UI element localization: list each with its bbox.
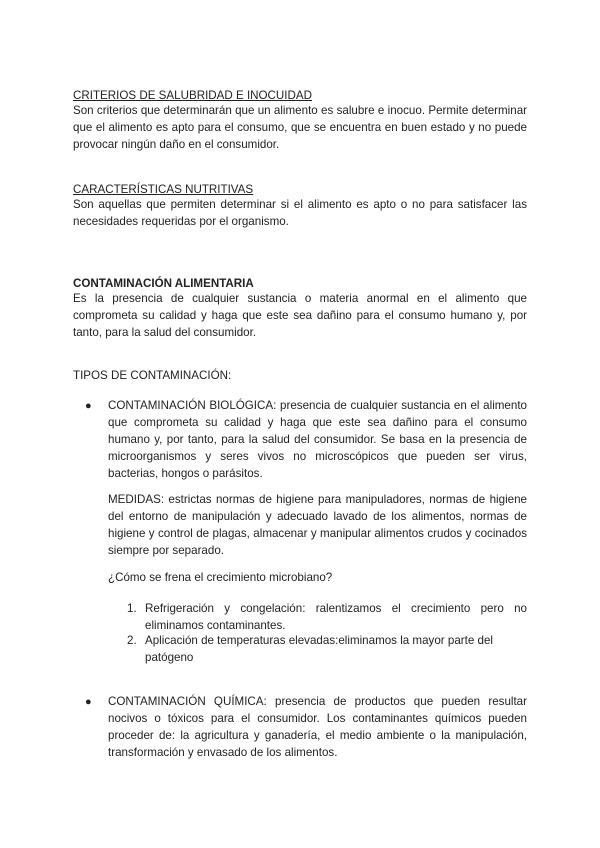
list-item-number: 1.	[127, 602, 137, 615]
question-crecimiento: ¿Cómo se frena el crecimiento microbiano?	[108, 571, 333, 584]
list-item: Refrigeración y congelación: ralentizamos el crecimiento pero no eliminamos contaminantes.	[145, 602, 527, 632]
bullet-icon: ●	[85, 696, 92, 708]
paragraph-contaminacion: Es la presencia de cualquier sustancia o materia anormal en el alimento que comprometa su calidad y haga que este sea dañino para el consumo humano y, por tanto, para la salud del consumidor.	[73, 292, 527, 339]
heading-nutritivas: CARACTERÍSTICAS NUTRITIVAS	[73, 183, 254, 196]
heading-contaminacion: CONTAMINACIÓN ALIMENTARIA	[73, 277, 254, 290]
bullet-icon: ●	[85, 400, 92, 412]
heading-tipos: TIPOS DE CONTAMINACIÓN:	[73, 369, 232, 382]
heading-salubridad: CRITERIOS DE SALUBRIDAD E INOCUIDAD	[73, 89, 312, 102]
paragraph-salubridad: Son criterios que determinarán que un alimento es salubre e inocuo. Permite determinar que el alimento es apto para el consumo, que se encuentra en buen estado y no puede provocar ningún daño en el consumidor.	[73, 104, 527, 151]
list-item: Aplicación de temperaturas elevadas:eliminamos la mayor parte del patógeno	[145, 634, 493, 664]
paragraph-medidas: MEDIDAS: estrictas normas de higiene para manipuladores, normas de higiene del entorno de manipulación y adecuado lavado de los alimentos, normas de higiene y control de plagas, almacenar y manipular alimentos crudos y cocinados siempre por separado.	[108, 493, 527, 557]
list-item-number: 2.	[127, 634, 137, 647]
paragraph-nutritivas: Son aquellas que permiten determinar si el alimento es apto o no para satisfacer las necesidades requeridas por el organismo.	[73, 198, 527, 228]
paragraph-quimica: CONTAMINACIÓN QUÍMICA: presencia de productos que pueden resultar nocivos o tóxicos para el consumidor. Los contaminantes químicos pueden proceder de: la agricultura y ganadería, el medio ambiente o la manipulación, transformación y envasado de los alimentos.	[108, 695, 527, 759]
paragraph-biologica: CONTAMINACIÓN BIOLÓGICA: presencia de cualquier sustancia en el alimento que comprometa su calidad y haga que este sea dañino para el consumo humano y, por tanto, para la salud del consumidor. Se basa en la presencia de microorganismos y seres vivos no microscópicos que pueden ser virus, bacterias, hongos o parásitos.	[108, 399, 527, 480]
